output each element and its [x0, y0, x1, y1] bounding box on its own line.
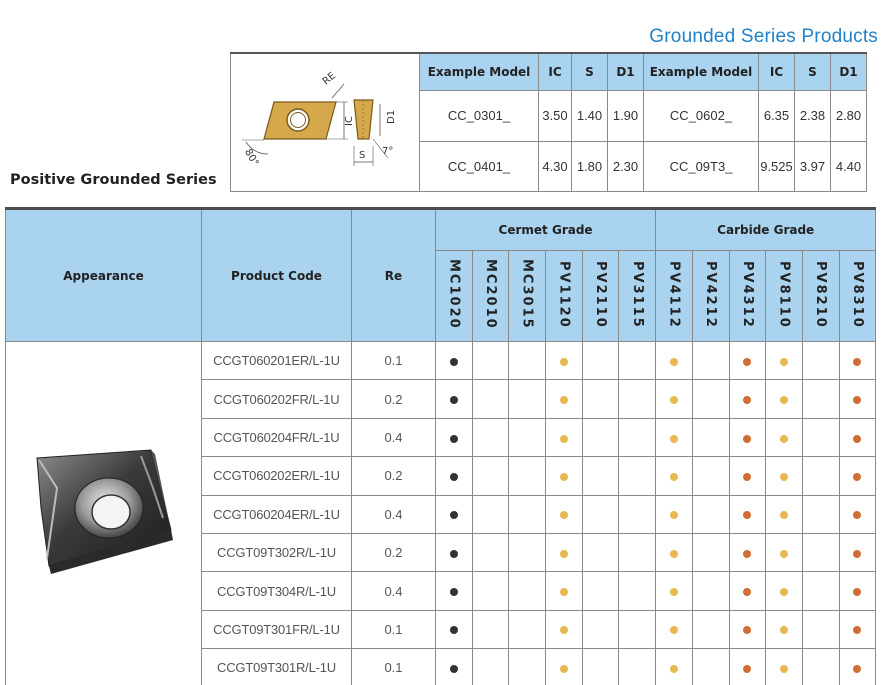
- product-code-cell: CCGT060202FR/L-1U: [202, 380, 352, 418]
- availability-dot: [560, 588, 568, 596]
- re-cell: 0.4: [352, 495, 436, 533]
- example-model-table: [230, 52, 867, 192]
- insert-side-view-shape: [354, 100, 373, 139]
- grade-availability-cell: [656, 533, 693, 571]
- grade-availability-cell: [509, 533, 546, 571]
- availability-dot: [450, 550, 458, 558]
- availability-dot: [853, 550, 861, 558]
- grade-header-pv4212: [692, 251, 729, 342]
- insert-photo: [29, 448, 179, 578]
- availability-dot: [450, 358, 458, 366]
- grade-availability-cell: [802, 342, 839, 380]
- grade-label: PV4112: [666, 260, 682, 329]
- insert-dimension-diagram: [231, 53, 420, 192]
- grade-availability-cell: [436, 610, 473, 648]
- grade-availability-cell: [656, 649, 693, 685]
- product-code-cell: CCGT060204FR/L-1U: [202, 418, 352, 456]
- grade-availability-cell: [546, 610, 583, 648]
- grade-label: PV3115: [629, 260, 645, 329]
- product-grade-table: [5, 207, 876, 685]
- col-d1-2: D1: [831, 53, 867, 91]
- availability-dot: [450, 588, 458, 596]
- availability-dot: [853, 511, 861, 519]
- grade-availability-cell: [729, 572, 766, 610]
- re-cell: 0.4: [352, 572, 436, 610]
- availability-dot: [780, 588, 788, 596]
- grade-availability-cell: [729, 649, 766, 685]
- grade-availability-cell: [839, 533, 876, 571]
- grade-availability-cell: [546, 495, 583, 533]
- col-s-1: S: [572, 53, 608, 91]
- grade-availability-cell: [692, 610, 729, 648]
- section-title: Positive Grounded Series: [10, 172, 217, 188]
- grade-availability-cell: [729, 457, 766, 495]
- grade-label: PV8210: [813, 260, 829, 329]
- availability-dot: [670, 473, 678, 481]
- grade-availability-cell: [509, 610, 546, 648]
- availability-dot: [670, 358, 678, 366]
- re-cell: 0.2: [352, 533, 436, 571]
- availability-dot: [853, 358, 861, 366]
- availability-dot: [780, 396, 788, 404]
- availability-dot: [560, 665, 568, 673]
- grade-availability-cell: [729, 380, 766, 418]
- availability-dot: [450, 626, 458, 634]
- grade-availability-cell: [656, 342, 693, 380]
- grade-availability-cell: [472, 495, 509, 533]
- product-code-cell: CCGT060202ER/L-1U: [202, 457, 352, 495]
- grade-availability-cell: [839, 495, 876, 533]
- grade-availability-cell: [582, 572, 619, 610]
- cermet-grade-header: Cermet Grade: [436, 209, 656, 251]
- grade-availability-cell: [729, 533, 766, 571]
- col-ic-2: IC: [759, 53, 795, 91]
- grade-availability-cell: [692, 418, 729, 456]
- grade-availability-cell: [729, 418, 766, 456]
- availability-dot: [560, 473, 568, 481]
- grade-availability-cell: [766, 380, 803, 418]
- grade-availability-cell: [802, 380, 839, 418]
- availability-dot: [670, 435, 678, 443]
- grade-header-mc3015: [509, 251, 546, 342]
- grade-availability-cell: [582, 380, 619, 418]
- availability-dot: [853, 396, 861, 404]
- grade-availability-cell: [802, 649, 839, 685]
- grade-availability-cell: [839, 342, 876, 380]
- grade-header-pv3115: [619, 251, 656, 342]
- availability-dot: [853, 588, 861, 596]
- grade-availability-cell: [582, 649, 619, 685]
- availability-dot: [450, 665, 458, 673]
- grade-availability-cell: [546, 533, 583, 571]
- product-code-cell: CCGT09T301R/L-1U: [202, 649, 352, 685]
- ic-label: IC: [344, 116, 355, 126]
- re-cell: 0.1: [352, 342, 436, 380]
- insert-appearance-image: [6, 342, 202, 685]
- grade-header-pv8310: [839, 251, 876, 342]
- example-model-cell: CC_0301_: [420, 91, 539, 141]
- grade-availability-cell: [619, 457, 656, 495]
- re-cell: 0.1: [352, 649, 436, 685]
- grade-header-mc2010: [472, 251, 509, 342]
- availability-dot: [670, 626, 678, 634]
- grade-header-pv8210: [802, 251, 839, 342]
- grade-label: PV4312: [739, 260, 755, 329]
- re-cell: 0.4: [352, 418, 436, 456]
- grade-availability-cell: [729, 610, 766, 648]
- availability-dot: [780, 665, 788, 673]
- grade-availability-cell: [509, 572, 546, 610]
- grade-availability-cell: [619, 533, 656, 571]
- carbide-grade-header: Carbide Grade: [656, 209, 876, 251]
- grade-availability-cell: [766, 418, 803, 456]
- grade-availability-cell: [839, 380, 876, 418]
- grade-availability-cell: [729, 495, 766, 533]
- availability-dot: [853, 473, 861, 481]
- grade-availability-cell: [582, 418, 619, 456]
- grade-availability-cell: [472, 610, 509, 648]
- availability-dot: [560, 358, 568, 366]
- availability-dot: [743, 435, 751, 443]
- grade-availability-cell: [692, 649, 729, 685]
- grade-availability-cell: [766, 649, 803, 685]
- grade-availability-cell: [766, 457, 803, 495]
- grade-availability-cell: [766, 610, 803, 648]
- availability-dot: [560, 626, 568, 634]
- grade-availability-cell: [802, 572, 839, 610]
- product-code-cell: CCGT060204ER/L-1U: [202, 495, 352, 533]
- example-model-cell: CC_09T3_: [644, 141, 759, 191]
- grade-availability-cell: [839, 572, 876, 610]
- availability-dot: [743, 550, 751, 558]
- col-re: Re: [352, 209, 436, 342]
- availability-dot: [780, 473, 788, 481]
- grade-availability-cell: [619, 649, 656, 685]
- grade-availability-cell: [509, 495, 546, 533]
- availability-dot: [450, 511, 458, 519]
- example-model-cell: CC_0401_: [420, 141, 539, 191]
- grade-availability-cell: [766, 342, 803, 380]
- grade-availability-cell: [509, 649, 546, 685]
- grade-header-pv1120: [546, 251, 583, 342]
- grade-availability-cell: [692, 342, 729, 380]
- grade-availability-cell: [509, 380, 546, 418]
- availability-dot: [560, 396, 568, 404]
- grade-availability-cell: [692, 457, 729, 495]
- availability-dot: [670, 550, 678, 558]
- availability-dot: [853, 435, 861, 443]
- col-d1-1: D1: [608, 53, 644, 91]
- availability-dot: [560, 550, 568, 558]
- grade-label: MC2010: [483, 259, 499, 330]
- s-label: S: [359, 150, 366, 161]
- grade-availability-cell: [472, 418, 509, 456]
- grade-header-pv8110: [766, 251, 803, 342]
- grade-availability-cell: [692, 380, 729, 418]
- grade-availability-cell: [472, 649, 509, 685]
- grade-availability-cell: [766, 533, 803, 571]
- availability-dot: [743, 665, 751, 673]
- col-example-model-2: Example Model: [644, 53, 759, 91]
- grade-availability-cell: [582, 533, 619, 571]
- grade-availability-cell: [472, 572, 509, 610]
- availability-dot: [560, 435, 568, 443]
- grade-label: PV8110: [776, 260, 792, 329]
- grade-availability-cell: [766, 495, 803, 533]
- grade-header-pv2110: [582, 251, 619, 342]
- availability-dot: [853, 665, 861, 673]
- grade-availability-cell: [692, 572, 729, 610]
- grade-availability-cell: [546, 380, 583, 418]
- availability-dot: [670, 665, 678, 673]
- grade-availability-cell: [546, 572, 583, 610]
- table-row: [6, 342, 876, 380]
- grade-availability-cell: [802, 533, 839, 571]
- availability-dot: [670, 511, 678, 519]
- grade-availability-cell: [546, 418, 583, 456]
- col-product-code: Product Code: [202, 209, 352, 342]
- availability-dot: [450, 473, 458, 481]
- insert-geometry-drawing: [232, 54, 418, 188]
- availability-dot: [743, 511, 751, 519]
- grade-availability-cell: [619, 380, 656, 418]
- grade-availability-cell: [436, 380, 473, 418]
- grade-availability-cell: [509, 418, 546, 456]
- grade-availability-cell: [436, 495, 473, 533]
- grade-availability-cell: [472, 533, 509, 571]
- grade-availability-cell: [802, 495, 839, 533]
- grade-availability-cell: [582, 495, 619, 533]
- grade-availability-cell: [802, 457, 839, 495]
- grade-availability-cell: [839, 418, 876, 456]
- grade-availability-cell: [656, 457, 693, 495]
- availability-dot: [743, 588, 751, 596]
- product-code-cell: CCGT09T304R/L-1U: [202, 572, 352, 610]
- grade-header-pv4112: [656, 251, 693, 342]
- grade-availability-cell: [619, 610, 656, 648]
- re-cell: 0.2: [352, 457, 436, 495]
- grade-availability-cell: [509, 457, 546, 495]
- grade-availability-cell: [839, 610, 876, 648]
- col-s-2: S: [795, 53, 831, 91]
- availability-dot: [743, 396, 751, 404]
- availability-dot: [780, 550, 788, 558]
- availability-dot: [780, 435, 788, 443]
- grade-header-pv4312: [729, 251, 766, 342]
- col-example-model-1: Example Model: [420, 53, 539, 91]
- grade-availability-cell: [436, 649, 473, 685]
- availability-dot: [743, 473, 751, 481]
- grade-label: MC3015: [519, 259, 535, 330]
- re-cell: 0.1: [352, 610, 436, 648]
- availability-dot: [743, 626, 751, 634]
- grade-availability-cell: [582, 342, 619, 380]
- grade-availability-cell: [546, 342, 583, 380]
- product-code-cell: CCGT09T301FR/L-1U: [202, 610, 352, 648]
- grade-availability-cell: [546, 649, 583, 685]
- example-row: CC_0401_ 4.30 1.80 2.30 CC_09T3_ 9.525 3.97 4.40: [231, 141, 867, 191]
- availability-dot: [743, 358, 751, 366]
- product-code-cell: CCGT060201ER/L-1U: [202, 342, 352, 380]
- availability-dot: [450, 435, 458, 443]
- grade-availability-cell: [692, 533, 729, 571]
- grade-availability-cell: [436, 342, 473, 380]
- grade-availability-cell: [619, 342, 656, 380]
- example-row: CC_0301_ 3.50 1.40 1.90 CC_0602_ 6.35 2.38 2.80: [231, 91, 867, 141]
- grade-availability-cell: [766, 572, 803, 610]
- grade-availability-cell: [619, 572, 656, 610]
- angle-80-label: 80°: [242, 147, 261, 169]
- grade-availability-cell: [436, 418, 473, 456]
- col-ic-1: IC: [539, 53, 572, 91]
- d1-label: D1: [386, 109, 397, 124]
- grade-availability-cell: [619, 418, 656, 456]
- grade-availability-cell: [472, 342, 509, 380]
- availability-dot: [670, 588, 678, 596]
- grade-availability-cell: [802, 610, 839, 648]
- availability-dot: [670, 396, 678, 404]
- grade-availability-cell: [656, 572, 693, 610]
- grade-availability-cell: [839, 649, 876, 685]
- grade-availability-cell: [582, 610, 619, 648]
- grade-availability-cell: [656, 418, 693, 456]
- grade-availability-cell: [509, 342, 546, 380]
- grade-availability-cell: [436, 457, 473, 495]
- grade-label: PV1120: [556, 260, 572, 329]
- grade-header-mc1020: [436, 251, 473, 342]
- availability-dot: [780, 511, 788, 519]
- grade-availability-cell: [656, 495, 693, 533]
- grade-availability-cell: [472, 380, 509, 418]
- availability-dot: [853, 626, 861, 634]
- example-model-cell: CC_0602_: [644, 91, 759, 141]
- availability-dot: [450, 396, 458, 404]
- page-title: Grounded Series Products: [649, 26, 878, 47]
- grade-availability-cell: [619, 495, 656, 533]
- re-label: RE: [320, 70, 338, 88]
- grade-availability-cell: [692, 495, 729, 533]
- availability-dot: [560, 511, 568, 519]
- grade-availability-cell: [582, 457, 619, 495]
- availability-dot: [780, 626, 788, 634]
- grade-availability-cell: [436, 533, 473, 571]
- grade-availability-cell: [472, 457, 509, 495]
- angle-7-label: 7°: [382, 146, 394, 157]
- grade-availability-cell: [436, 572, 473, 610]
- grade-availability-cell: [656, 380, 693, 418]
- grade-label: PV2110: [593, 260, 609, 329]
- grade-availability-cell: [839, 457, 876, 495]
- col-appearance: Appearance: [6, 209, 202, 342]
- re-cell: 0.2: [352, 380, 436, 418]
- grade-availability-cell: [656, 610, 693, 648]
- product-code-cell: CCGT09T302R/L-1U: [202, 533, 352, 571]
- grade-label: PV4212: [703, 260, 719, 329]
- grade-availability-cell: [546, 457, 583, 495]
- grade-availability-cell: [729, 342, 766, 380]
- grade-availability-cell: [802, 418, 839, 456]
- availability-dot: [780, 358, 788, 366]
- grade-label: MC1020: [446, 259, 462, 330]
- grade-label: PV8310: [849, 260, 865, 329]
